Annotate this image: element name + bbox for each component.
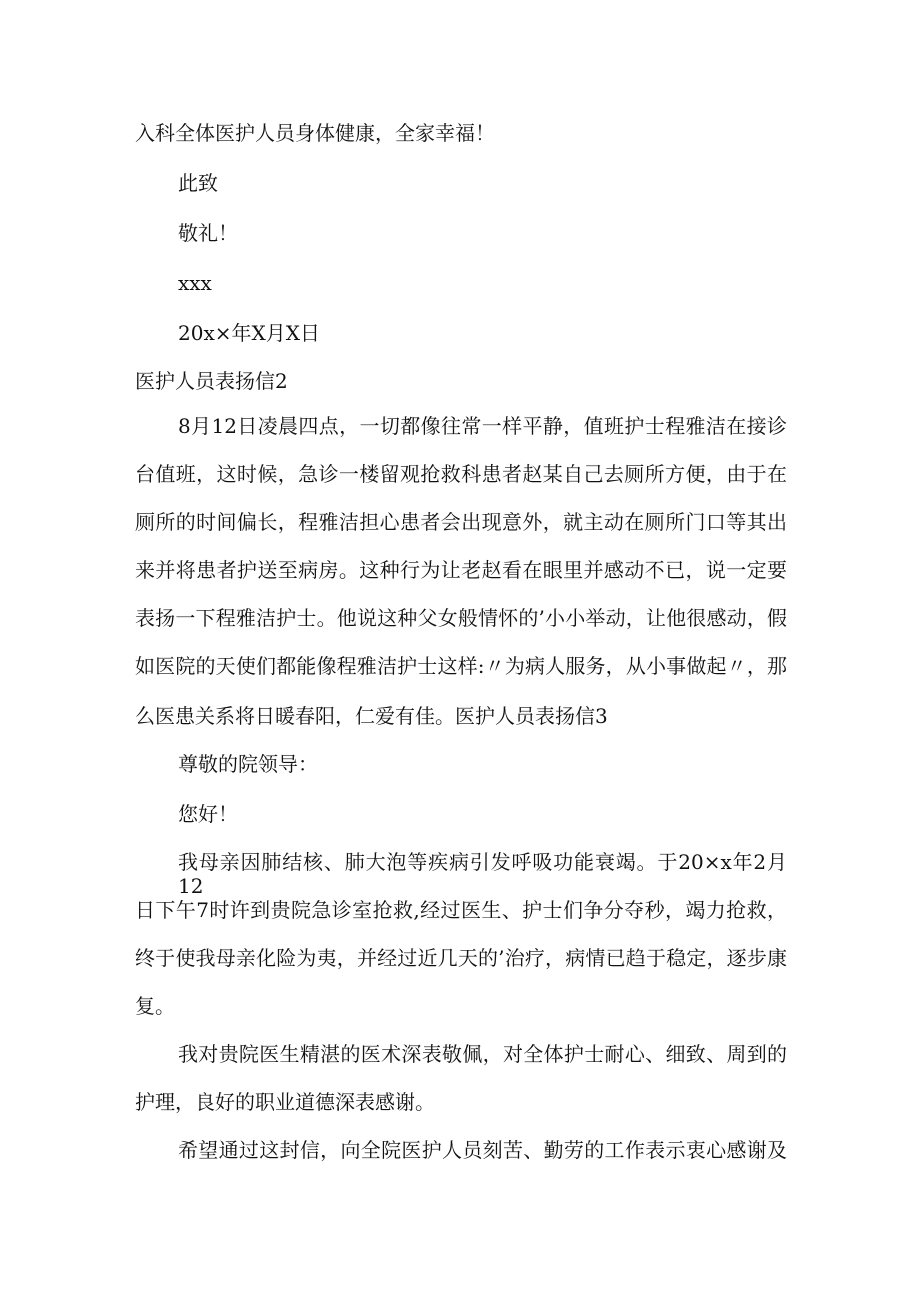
paragraph-line: 终于使我母亲化险为夷，并经过近几天的’治疗，病情已趋于稳定，逐步康 — [135, 946, 787, 970]
greeting-hello: 您好！ — [178, 802, 238, 826]
signature-date: 20x×年X月X日 — [178, 321, 320, 345]
paragraph-line: 护理，良好的职业道德深表感谢。 — [135, 1090, 435, 1114]
paragraph-line: 复。 — [135, 994, 175, 1018]
greeting-leaders: 尊敬的院领导： — [178, 752, 318, 776]
salutation-cizhi: 此致 — [178, 171, 218, 195]
paragraph-line: 台值班，这时候，急诊一楼留观抢救科患者赵某自己去厕所方便，由于在 — [135, 462, 787, 486]
paragraph-line: 厕所的时间偏长，程雅洁担心患者会出现意外，就主动在厕所门口等其出 — [135, 510, 787, 534]
paragraph-line: 来并将患者护送至病房。这种行为让老赵看在眼里并感动不已，说一定要 — [135, 558, 787, 582]
paragraph-line: 如医院的天使们都能像程雅洁护士这样:〃为病人服务，从小事做起〃，那 — [135, 654, 787, 678]
section-title-2: 医护人员表扬信2 — [135, 369, 288, 393]
paragraph-line: 么医患关系将日暖春阳，仁爱有佳。医护人员表扬信3 — [135, 704, 608, 728]
salutation-jingli: 敬礼！ — [178, 221, 238, 245]
paragraph-line: 8月12日凌晨四点，一切都像往常一样平静，值班护士程雅洁在接诊 — [178, 414, 787, 438]
signature-name: xxx — [178, 271, 212, 295]
paragraph-line: 日下午7时许到贵院急诊室抢救,经过医生、护士们争分夺秒，竭力抢救， — [135, 898, 787, 922]
paragraph-line: 表扬一下程雅洁护士。他说这种父女般情怀的’小小举动，让他很感动，假 — [135, 606, 787, 630]
paragraph-line: 我对贵院医生精湛的医术深表敬佩，对全体护士耐心、细致、周到的 — [178, 1042, 787, 1066]
closing-wish-line: 入科全体医护人员身体健康，全家幸福！ — [135, 121, 495, 145]
paragraph-line: 希望通过这封信，向全院医护人员刻苦、勤劳的工作表示衷心感谢及 — [178, 1138, 787, 1162]
paragraph-line: 我母亲因肺结核、肺大泡等疾病引发呼吸功能衰竭。于20×x年2月12 — [178, 850, 787, 898]
